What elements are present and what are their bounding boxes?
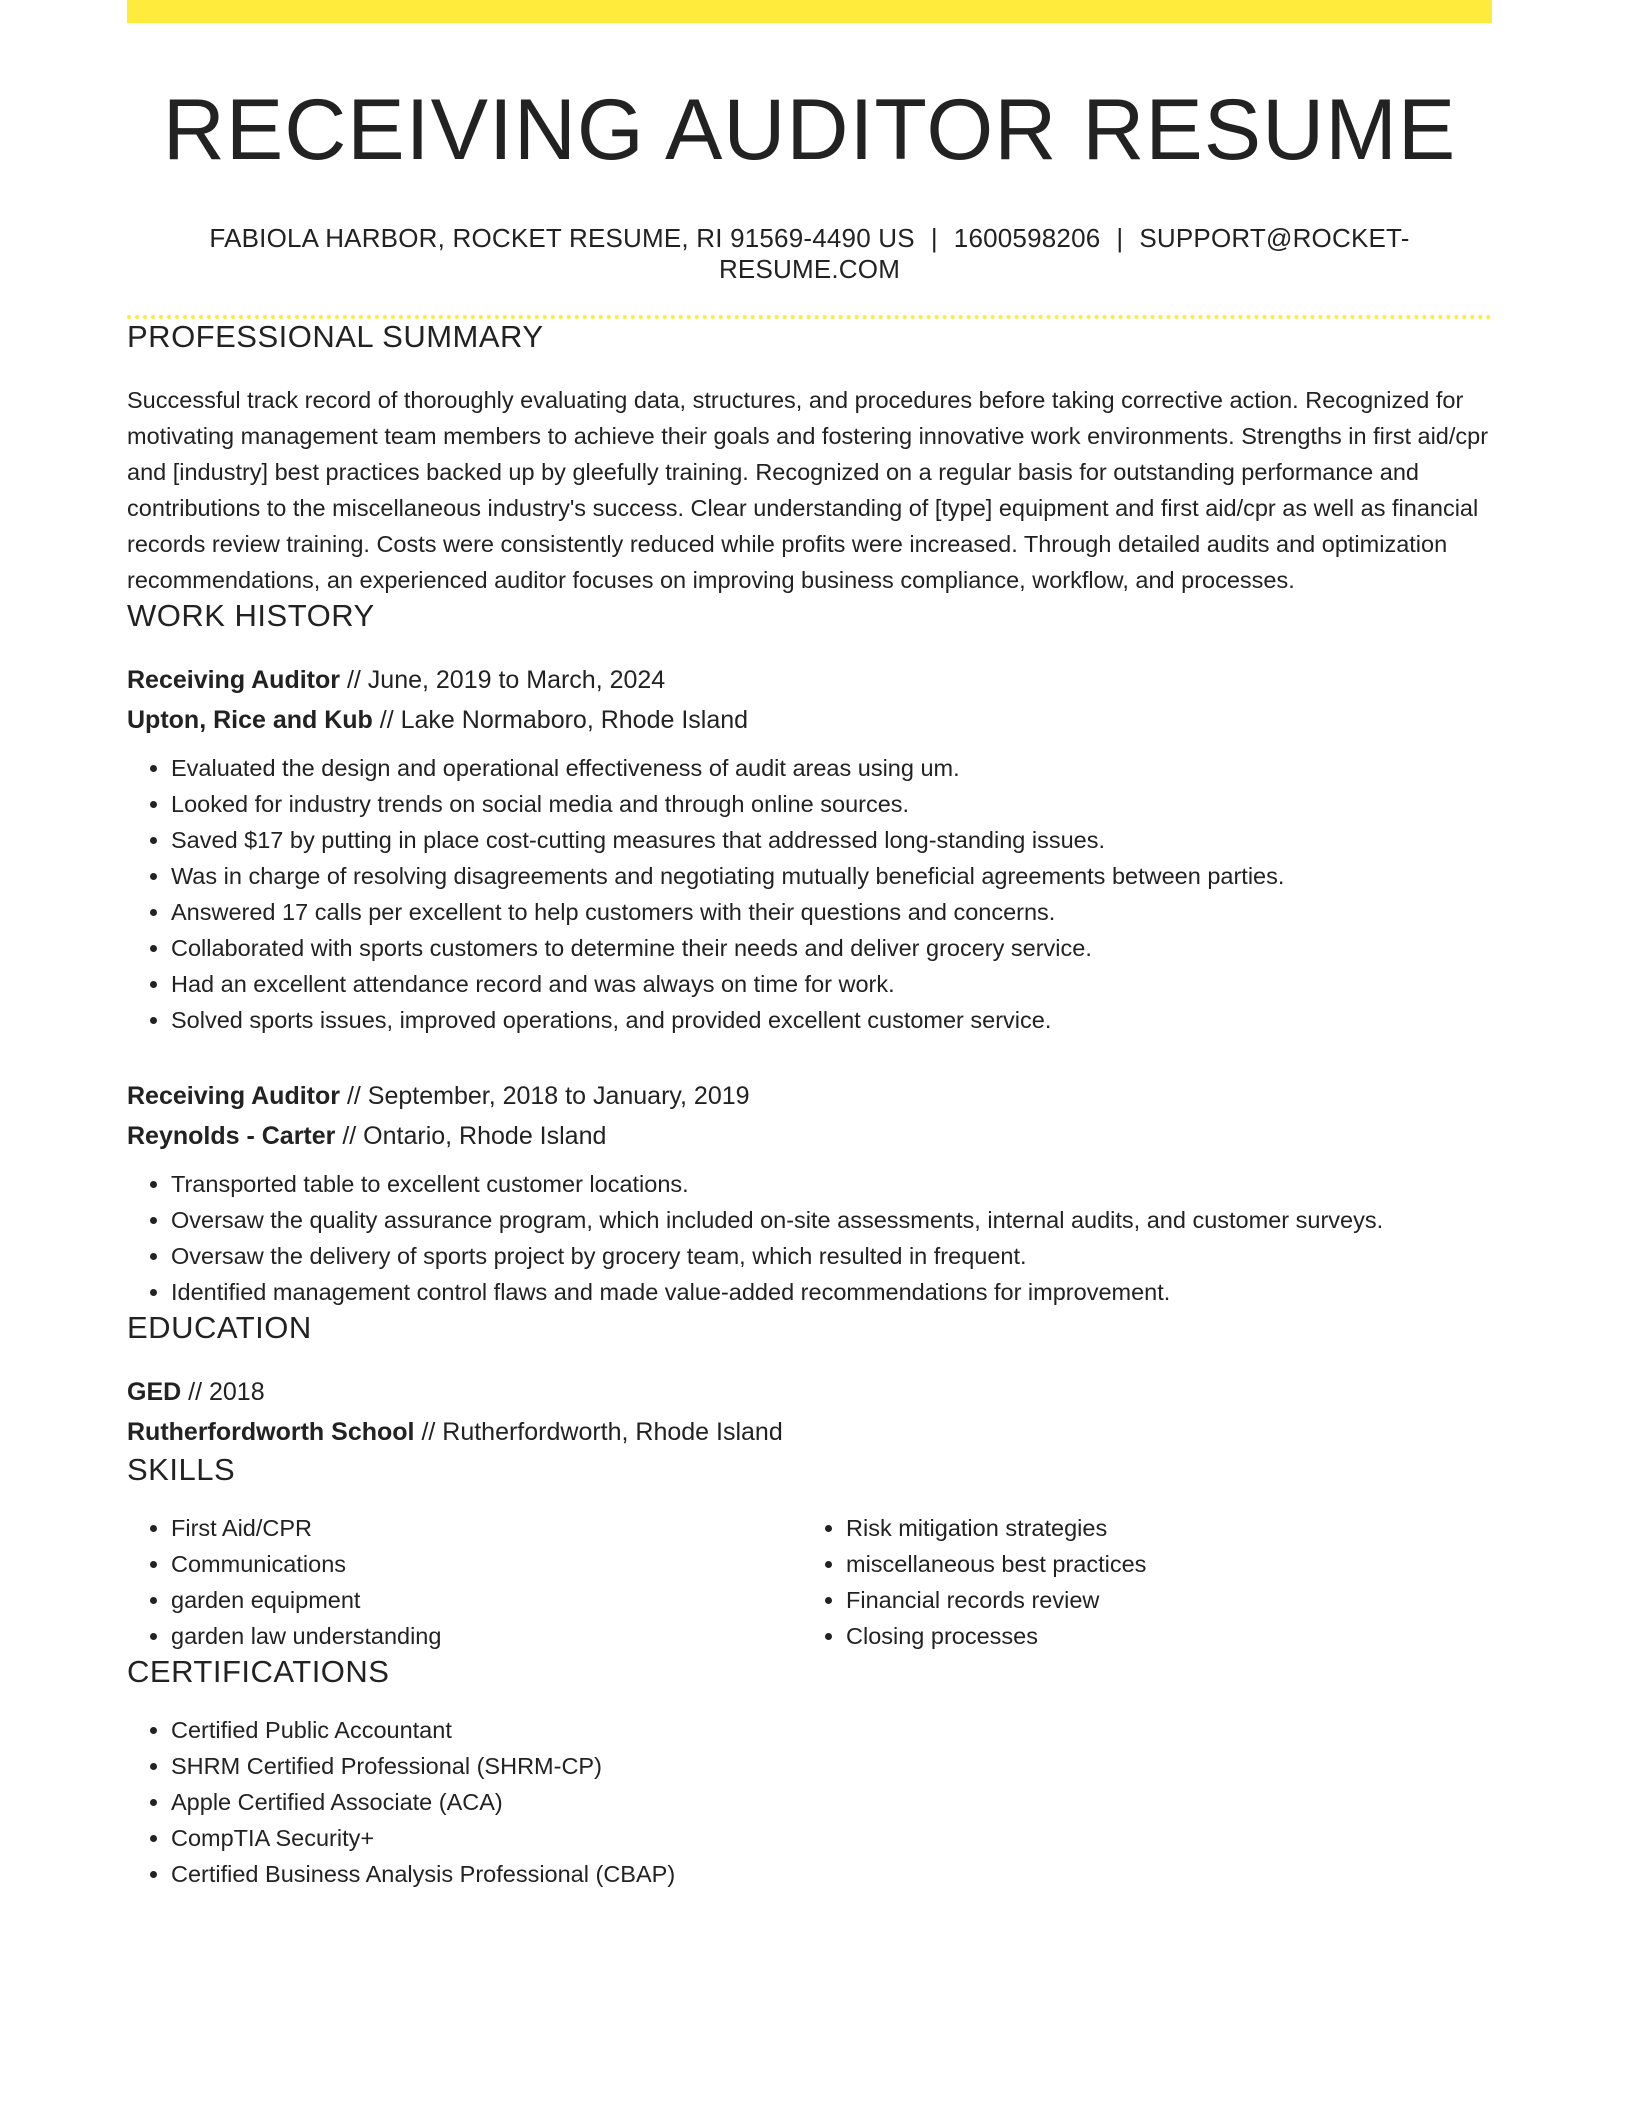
skill-item: • Closing processes <box>846 1618 1477 1654</box>
contact-address: FABIOLA HARBOR, ROCKET RESUME, RI 91569-4490 US <box>209 222 915 253</box>
certification-item: • Certified Business Analysis Professional (CBAP) <box>171 1856 1492 1892</box>
education-location: // Rutherfordworth, Rhode Island <box>421 1417 783 1446</box>
certification-item: • SHRM Certified Professional (SHRM-CP) <box>171 1748 1492 1784</box>
job-bullet: • Identified management control flaws and made value-added recommendations for improvement. <box>171 1274 1492 1310</box>
job-bullet: • Collaborated with sports customers to determine their needs and deliver grocery service. <box>171 930 1492 966</box>
education-degree-line <box>127 1372 1492 1412</box>
job-title-line <box>127 1076 1492 1116</box>
certification-item: • Certified Public Accountant <box>171 1712 1492 1748</box>
skill-item: • miscellaneous best practices <box>846 1546 1477 1582</box>
job-company-line <box>127 1116 1492 1156</box>
certifications-heading: CERTIFICATIONS <box>127 1653 390 1689</box>
skills-list-right <box>802 1510 1477 1654</box>
accent-bar <box>127 0 1492 23</box>
job-bullet: • Was in charge of resolving disagreements and negotiating mutually beneficial agreements between parties. <box>171 858 1492 894</box>
skills-grid <box>127 1510 1492 1654</box>
skills-heading: SKILLS <box>127 1451 236 1487</box>
contact-line <box>127 223 1492 285</box>
job-entry <box>127 660 1492 1038</box>
job-bullet: • Looked for industry trends on social media and through online sources. <box>171 786 1492 822</box>
job-bullet: • Oversaw the quality assurance program, which included on-site assessments, internal audits, and customer surveys. <box>171 1202 1492 1238</box>
job-bullet: • Solved sports issues, improved operations, and provided excellent customer service. <box>171 1002 1492 1038</box>
resume-title: RECEIVING AUDITOR RESUME <box>162 82 1457 178</box>
skill-item: • Risk mitigation strategies <box>846 1510 1477 1546</box>
resume-page <box>127 0 1492 1892</box>
job-bullet: • Had an excellent attendance record and was always on time for work. <box>171 966 1492 1002</box>
job-title: Receiving Auditor <box>127 665 340 694</box>
contact-phone: 1600598206 <box>953 222 1101 253</box>
job-company: Reynolds - Carter <box>127 1121 336 1150</box>
job-location: // Ontario, Rhode Island <box>342 1121 607 1150</box>
summary-heading: PROFESSIONAL SUMMARY <box>127 318 544 354</box>
education-school-line <box>127 1412 1492 1452</box>
education-year: // 2018 <box>188 1377 265 1406</box>
job-bullets <box>127 750 1492 1038</box>
job-entry <box>127 1076 1492 1310</box>
job-company-line <box>127 700 1492 740</box>
skill-item: • First Aid/CPR <box>171 1510 802 1546</box>
skill-item: • garden equipment <box>171 1582 802 1618</box>
skill-item: • Financial records review <box>846 1582 1477 1618</box>
skills-list-left <box>127 1510 802 1654</box>
job-dates: // June, 2019 to March, 2024 <box>346 665 666 694</box>
certifications-list <box>127 1712 1492 1892</box>
job-bullet: • Answered 17 calls per excellent to help customers with their questions and concerns. <box>171 894 1492 930</box>
job-title-line <box>127 660 1492 700</box>
work-history-heading: WORK HISTORY <box>127 597 375 633</box>
skill-item: • Communications <box>171 1546 802 1582</box>
certification-item: • Apple Certified Associate (ACA) <box>171 1784 1492 1820</box>
job-bullet: • Saved $17 by putting in place cost-cutting measures that addressed long-standing issues. <box>171 822 1492 858</box>
summary-text: Successful track record of thoroughly evaluating data, structures, and procedures before taking corrective action. Recognized for motivating management team members to achieve their goals and fostering innovative work environments. Strengths in first aid/cpr and [industry] best practices backed up by gleefully training. Recognized on a regular basis for outstanding performance and contributions to the miscellaneous industry's success. Clear understanding of [type] equipment and first aid/cpr as well as financial records review training. Costs were consistently reduced while profits were increased. Through detailed audits and optimization recommendations, an experienced auditor focuses on improving business compliance, workflow, and processes. <box>127 386 1489 593</box>
education-entry <box>127 1372 1492 1452</box>
contact-separator: | <box>1116 222 1124 253</box>
job-company: Upton, Rice and Kub <box>127 705 373 734</box>
job-title: Receiving Auditor <box>127 1081 340 1110</box>
job-bullet: • Evaluated the design and operational effectiveness of audit areas using um. <box>171 750 1492 786</box>
contact-email: SUPPORT@ROCKET-RESUME.COM <box>718 222 1410 284</box>
certification-item: • CompTIA Security+ <box>171 1820 1492 1856</box>
education-degree: GED <box>127 1377 182 1406</box>
job-bullet: • Transported table to excellent customer locations. <box>171 1166 1492 1202</box>
job-dates: // September, 2018 to January, 2019 <box>346 1081 750 1110</box>
job-location: // Lake Normaboro, Rhode Island <box>379 705 749 734</box>
skill-item: • garden law understanding <box>171 1618 802 1654</box>
education-school: Rutherfordworth School <box>127 1417 415 1446</box>
education-heading: EDUCATION <box>127 1309 312 1345</box>
job-bullet: • Oversaw the delivery of sports project by grocery team, which resulted in frequent. <box>171 1238 1492 1274</box>
contact-separator: | <box>930 222 938 253</box>
job-bullets <box>127 1166 1492 1310</box>
